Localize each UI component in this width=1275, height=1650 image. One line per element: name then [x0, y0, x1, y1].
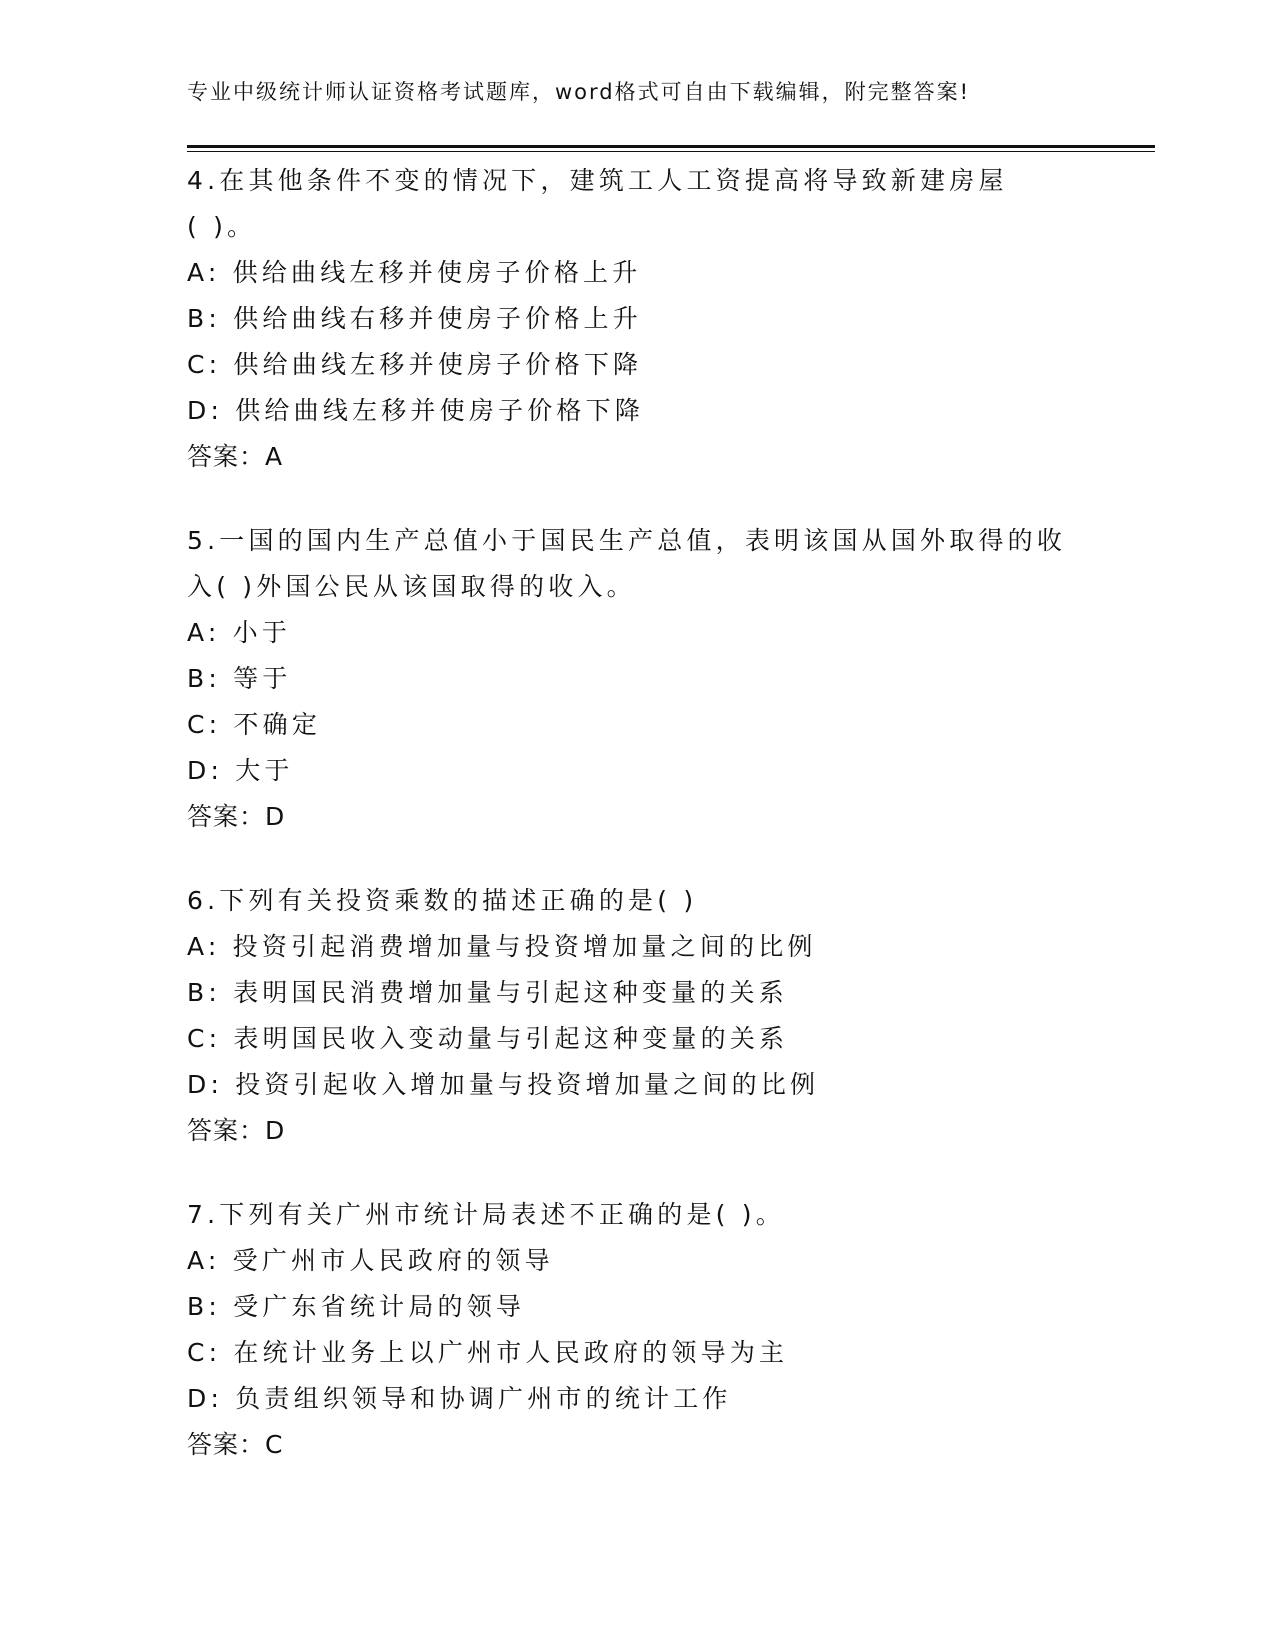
answer: 答案：D	[187, 1116, 286, 1145]
question-6	[187, 878, 1147, 1154]
option-c: C: 表明国民收入变动量与引起这种变量的关系	[187, 1024, 789, 1053]
question-stem-line: 6.下列有关投资乘数的描述正确的是( )	[187, 886, 698, 915]
option-c: C: 在统计业务上以广州市人民政府的领导为主	[187, 1338, 789, 1367]
option-b: B: 供给曲线右移并使房子价格上升	[187, 304, 642, 333]
option-c: C: 不确定	[187, 710, 322, 739]
question-7	[187, 1192, 1147, 1468]
option-c: C: 供给曲线左移并使房子价格下降	[187, 350, 643, 379]
page-header: 专业中级统计师认证资格考试题库，word格式可自由下载编辑，附完整答案!	[187, 80, 971, 104]
option-d: D: 大于	[187, 756, 294, 785]
question-stem-line: 5.一国的国内生产总值小于国民生产总值，表明该国从国外取得的收	[187, 526, 1067, 555]
option-b: B: 表明国民消费增加量与引起这种变量的关系	[187, 978, 788, 1007]
answer: 答案：C	[187, 1430, 284, 1459]
option-a: A: 投资引起消费增加量与投资增加量之间的比例	[187, 932, 817, 961]
question-stem-line: 4.在其他条件不变的情况下，建筑工人工资提高将导致新建房屋	[187, 166, 1008, 195]
header-rule-thin	[187, 151, 1155, 152]
header-rule-thick	[187, 145, 1155, 148]
question-5	[187, 518, 1147, 840]
option-a: A: 小于	[187, 618, 292, 647]
question-list	[187, 158, 1147, 1506]
question-stem-line: ( )。	[187, 212, 257, 241]
question-stem-line: 入( )外国公民从该国取得的收入。	[187, 572, 636, 601]
option-a: A: 供给曲线左移并使房子价格上升	[187, 258, 642, 287]
question-stem-line: 7.下列有关广州市统计局表述不正确的是( )。	[187, 1200, 785, 1229]
question-4	[187, 158, 1147, 480]
option-d: D: 负责组织领导和协调广州市的统计工作	[187, 1384, 732, 1413]
option-d: D: 供给曲线左移并使房子价格下降	[187, 396, 645, 425]
option-d: D: 投资引起收入增加量与投资增加量之间的比例	[187, 1070, 820, 1099]
option-b: B: 受广东省统计局的领导	[187, 1292, 526, 1321]
option-b: B: 等于	[187, 664, 292, 693]
answer: 答案：D	[187, 802, 286, 831]
answer: 答案：A	[187, 442, 284, 471]
option-a: A: 受广州市人民政府的领导	[187, 1246, 554, 1275]
